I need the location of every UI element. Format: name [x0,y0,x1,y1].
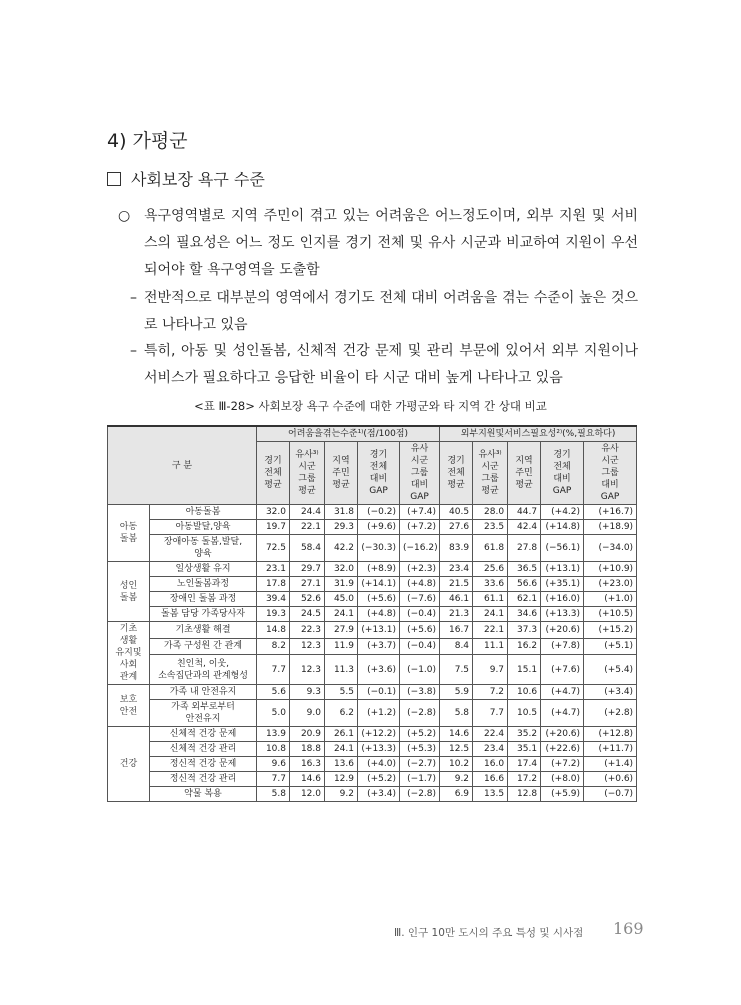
table-cell: 17.2 [508,772,541,787]
row-label: 가족 외부로부터 안전유지 [150,700,257,727]
row-label: 정신적 건강 관리 [150,772,257,787]
table-cell: (−30.3) [358,535,400,562]
category-header: 구 분 [108,426,257,505]
table-cell: (−0.4) [400,607,440,622]
table-cell: (+5.2) [400,727,440,742]
table-cell: 6.9 [440,787,473,802]
table-cell: 10.5 [508,700,541,727]
table-cell: 37.3 [508,622,541,639]
table-cell: (+5.3) [400,742,440,757]
table-cell: 5.8 [440,700,473,727]
table-row [108,505,637,520]
table-cell: (−1.7) [400,772,440,787]
table-cell: (+14.1) [358,577,400,592]
table-cell: (+18.9) [584,520,637,535]
table-cell: 42.2 [325,535,358,562]
table-cell: 19.7 [257,520,290,535]
table-cell: 21.5 [440,577,473,592]
column-header: 유사 시군 그룹 대비 GAP [400,442,440,505]
table-cell: 22.4 [473,727,508,742]
table-row [108,655,637,685]
table-cell: (+7.4) [400,505,440,520]
table-cell: (+13.1) [541,562,584,577]
table-cell: 5.6 [257,685,290,700]
table-cell: 23.5 [473,520,508,535]
table-cell: 61.1 [473,592,508,607]
table-row [108,638,637,655]
table-cell: (+16.7) [584,505,637,520]
table-cell: (+13.1) [358,622,400,639]
table-cell: 12.3 [290,638,325,655]
table-cell: 23.4 [473,742,508,757]
table-cell: 5.9 [440,685,473,700]
table-cell: 9.3 [290,685,325,700]
table-cell: 61.8 [473,535,508,562]
table-cell: 17.8 [257,577,290,592]
checkbox-square-icon [107,172,121,186]
row-label: 신체적 건강 관리 [150,742,257,757]
table-cell: 29.3 [325,520,358,535]
table-row [108,607,637,622]
table-cell: 14.6 [290,772,325,787]
row-label: 기초생활 해결 [150,622,257,639]
table-cell: (+5.6) [400,622,440,639]
paragraph-3 [130,338,638,392]
column-header: 지역 주민 평균 [325,442,358,505]
row-label: 정신적 건강 문제 [150,757,257,772]
table-cell: (+3.4) [584,685,637,700]
table-cell: 22.3 [290,622,325,639]
table-cell: 46.1 [440,592,473,607]
table-cell: (−34.0) [584,535,637,562]
column-header: 경기 전체 대비 GAP [541,442,584,505]
table-cell: (−0.2) [358,505,400,520]
table-cell: 23.4 [440,562,473,577]
subsection-title [107,167,265,190]
row-label: 일상생활 유지 [150,562,257,577]
column-header: 경기 전체 대비 GAP [358,442,400,505]
paragraph-text: 욕구영역별로 지역 주민이 겪고 있는 어려움은 어느정도이며, 외부 지원 및 서비스의 필요성은 어느 정도 인지를 경기 전체 및 유사 시군과 비교하여 지원이 우선되어야 할 욕구영역을 도출함 [144,208,638,278]
table-row [108,742,637,757]
table-cell: (+3.6) [358,655,400,685]
circle-bullet-icon: ○ [118,208,131,224]
group-label: 아동 돌봄 [108,505,150,562]
table-cell: 22.1 [290,520,325,535]
table-cell: (−2.7) [400,757,440,772]
dash-bullet-icon: – [130,343,137,359]
row-label: 돌봄 담당 가족당사자 [150,607,257,622]
table-cell: 52.6 [290,592,325,607]
row-label: 친인척, 이웃, 소속집단과의 관계형성 [150,655,257,685]
table-cell: 15.1 [508,655,541,685]
table-cell: 31.8 [325,505,358,520]
table-cell: (−2.8) [400,700,440,727]
difficulty-header: 어려움을겪는수준¹⁾(점/100점) [257,426,440,442]
table-cell: 7.5 [440,655,473,685]
table-cell: 35.1 [508,742,541,757]
table-cell: 5.0 [257,700,290,727]
table-cell: 10.2 [440,757,473,772]
table-cell: 11.3 [325,655,358,685]
table-cell: (+3.7) [358,638,400,655]
table-cell: (+5.2) [358,772,400,787]
table-cell: (+12.2) [358,727,400,742]
table-cell: 28.0 [473,505,508,520]
table-cell: 9.2 [325,787,358,802]
row-label: 아동돌봄 [150,505,257,520]
table-cell: (+13.3) [541,607,584,622]
table-cell: 24.4 [290,505,325,520]
table-cell: (+8.0) [541,772,584,787]
table-cell: 25.6 [473,562,508,577]
table-cell: 27.8 [508,535,541,562]
table-cell: 11.9 [325,638,358,655]
table-cell: 40.5 [440,505,473,520]
table-cell: (+20.6) [541,622,584,639]
table-cell: 12.8 [508,787,541,802]
table-cell: (+5.6) [358,592,400,607]
column-header: 유사³⁾ 시군 그룹 평균 [290,442,325,505]
table-cell: 21.3 [440,607,473,622]
table-cell: 17.4 [508,757,541,772]
table-cell: 7.7 [257,772,290,787]
table-row [108,700,637,727]
footer-text: Ⅲ. 인구 10만 도시의 주요 특성 및 시사점 [394,927,584,939]
comparison-table [107,425,637,802]
table-cell: 10.6 [508,685,541,700]
table-cell: 9.2 [440,772,473,787]
table-cell: 26.1 [325,727,358,742]
table-cell: 24.1 [325,607,358,622]
table-cell: 9.0 [290,700,325,727]
subsection-title-text: 사회보장 욕구 수준 [131,170,265,189]
table-cell: 13.9 [257,727,290,742]
table-cell: 27.1 [290,577,325,592]
group-label: 건강 [108,727,150,802]
group-label: 보호 안전 [108,685,150,727]
table-cell: 12.5 [440,742,473,757]
page-number: 169 [613,919,644,938]
row-label: 장애인 돌봄 과정 [150,592,257,607]
table-cell: (+12.8) [584,727,637,742]
table-cell: 7.7 [257,655,290,685]
table-cell: (−0.4) [400,638,440,655]
table-cell: 12.9 [325,772,358,787]
column-header: 지역 주민 평균 [508,442,541,505]
table-cell: (+35.1) [541,577,584,592]
table-cell: (+4.0) [358,757,400,772]
table-cell: (+4.8) [400,577,440,592]
table-cell: 36.5 [508,562,541,577]
table-cell: (+4.7) [541,700,584,727]
table-cell: 32.0 [325,562,358,577]
table-cell: (+1.2) [358,700,400,727]
table-row [108,622,637,639]
table-cell: 24.5 [290,607,325,622]
table-cell: 5.8 [257,787,290,802]
table-cell: 8.2 [257,638,290,655]
table-cell: 20.9 [290,727,325,742]
table-cell: (+13.3) [358,742,400,757]
table-cell: (+23.0) [584,577,637,592]
table-cell: 7.7 [473,700,508,727]
dash-bullet-icon: – [130,290,137,306]
table-cell: (+7.2) [541,757,584,772]
table-cell: 14.8 [257,622,290,639]
table-cell: 31.9 [325,577,358,592]
table-cell: (−0.1) [358,685,400,700]
table-cell: (−2.8) [400,787,440,802]
table-row [108,577,637,592]
table-cell: 45.0 [325,592,358,607]
table-row [108,757,637,772]
table-cell: (+3.4) [358,787,400,802]
table-cell: 72.5 [257,535,290,562]
table-cell: (+4.2) [541,505,584,520]
row-label: 신체적 건강 문제 [150,727,257,742]
table-cell: 5.5 [325,685,358,700]
table-cell: 8.4 [440,638,473,655]
table-cell: (−3.8) [400,685,440,700]
table-cell: 24.1 [325,742,358,757]
table-cell: 27.6 [440,520,473,535]
table-cell: 6.2 [325,700,358,727]
table-row [108,562,637,577]
table-cell: (+22.6) [541,742,584,757]
table-row [108,592,637,607]
table-cell: 32.0 [257,505,290,520]
table-cell: (+10.5) [584,607,637,622]
table-cell: (+20.6) [541,727,584,742]
table-cell: 58.4 [290,535,325,562]
table-cell: 22.1 [473,622,508,639]
table-cell: (+7.6) [541,655,584,685]
table-cell: (+10.9) [584,562,637,577]
paragraph-1 [118,203,638,284]
table-cell: (+2.8) [584,700,637,727]
table-cell: (+2.3) [400,562,440,577]
table-cell: (+8.9) [358,562,400,577]
group-label: 기초 생활 유지및 사회 관계 [108,622,150,685]
table-cell: 33.6 [473,577,508,592]
table-cell: 14.6 [440,727,473,742]
row-label: 가족 내 안전유지 [150,685,257,700]
table-cell: 13.6 [325,757,358,772]
table-cell: (−1.0) [400,655,440,685]
row-label: 약물 복용 [150,787,257,802]
table-cell: 9.7 [473,655,508,685]
paragraph-2 [130,285,638,339]
table-cell: (+1.0) [584,592,637,607]
table-row [108,535,637,562]
table-cell: 24.1 [473,607,508,622]
column-header: 경기 전체 평균 [257,442,290,505]
table-cell: 44.7 [508,505,541,520]
row-label: 노인돌봄과정 [150,577,257,592]
table-cell: (+14.8) [541,520,584,535]
table-cell: (+7.2) [400,520,440,535]
table-cell: 83.9 [440,535,473,562]
table-cell: 16.0 [473,757,508,772]
table-cell: (−0.7) [584,787,637,802]
table-cell: 7.2 [473,685,508,700]
table-cell: 10.8 [257,742,290,757]
paragraph-text: 전반적으로 대부분의 영역에서 경기도 전체 대비 어려움을 겪는 수준이 높은 것으로 나타나고 있음 [144,290,638,333]
table-cell: (+15.2) [584,622,637,639]
table-cell: 11.1 [473,638,508,655]
table-cell: (+4.8) [358,607,400,622]
table-cell: 35.2 [508,727,541,742]
support-need-header: 외부지원및서비스필요성²⁾(%,필요하다) [440,426,637,442]
column-header: 경기 전체 평균 [440,442,473,505]
table-cell: (+1.4) [584,757,637,772]
table-cell: (+16.0) [541,592,584,607]
table-cell: (+5.4) [584,655,637,685]
table-row [108,727,637,742]
table-cell: 27.9 [325,622,358,639]
table-row [108,520,637,535]
table-cell: 39.4 [257,592,290,607]
table-row [108,685,637,700]
column-header: 유사 시군 그룹 대비 GAP [584,442,637,505]
table-caption: <표 Ⅲ-28> 사회보장 욕구 수준에 대한 가평군와 타 지역 간 상대 비교 [194,399,547,413]
paragraph-text: 특히, 아동 및 성인돌봄, 신체적 건강 문제 및 관리 부문에 있어서 외부 지원이나 서비스가 필요하다고 응답한 비율이 타 시군 대비 높게 나타나고 있음 [144,343,638,386]
table-cell: 12.3 [290,655,325,685]
table-cell: (−56.1) [541,535,584,562]
column-header: 유사³⁾ 시군 그룹 평균 [473,442,508,505]
table-cell: (+7.8) [541,638,584,655]
table-cell: 34.6 [508,607,541,622]
row-label: 가족 구성원 간 관계 [150,638,257,655]
group-label: 성인 돌봄 [108,562,150,622]
table-cell: 9.6 [257,757,290,772]
table-cell: (+9.6) [358,520,400,535]
table-row [108,787,637,802]
table-cell: (+0.6) [584,772,637,787]
table-cell: 56.6 [508,577,541,592]
table-cell: (−16.2) [400,535,440,562]
table-cell: 12.0 [290,787,325,802]
table-cell: (+5.9) [541,787,584,802]
table-cell: 16.3 [290,757,325,772]
section-title: 4) 가평군 [107,130,188,152]
table-cell: 16.6 [473,772,508,787]
table-cell: 23.1 [257,562,290,577]
table-cell: (+5.1) [584,638,637,655]
table-cell: (+11.7) [584,742,637,757]
table-cell: 42.4 [508,520,541,535]
table-cell: 18.8 [290,742,325,757]
table-cell: 62.1 [508,592,541,607]
table-cell: 16.2 [508,638,541,655]
table-cell: 13.5 [473,787,508,802]
row-label: 장애아동 돌봄,발달, 양육 [150,535,257,562]
table-cell: 29.7 [290,562,325,577]
table-cell: 19.3 [257,607,290,622]
table-row [108,772,637,787]
table-cell: 16.7 [440,622,473,639]
table-cell: (+4.7) [541,685,584,700]
row-label: 아동발달,양육 [150,520,257,535]
table-cell: (−7.6) [400,592,440,607]
